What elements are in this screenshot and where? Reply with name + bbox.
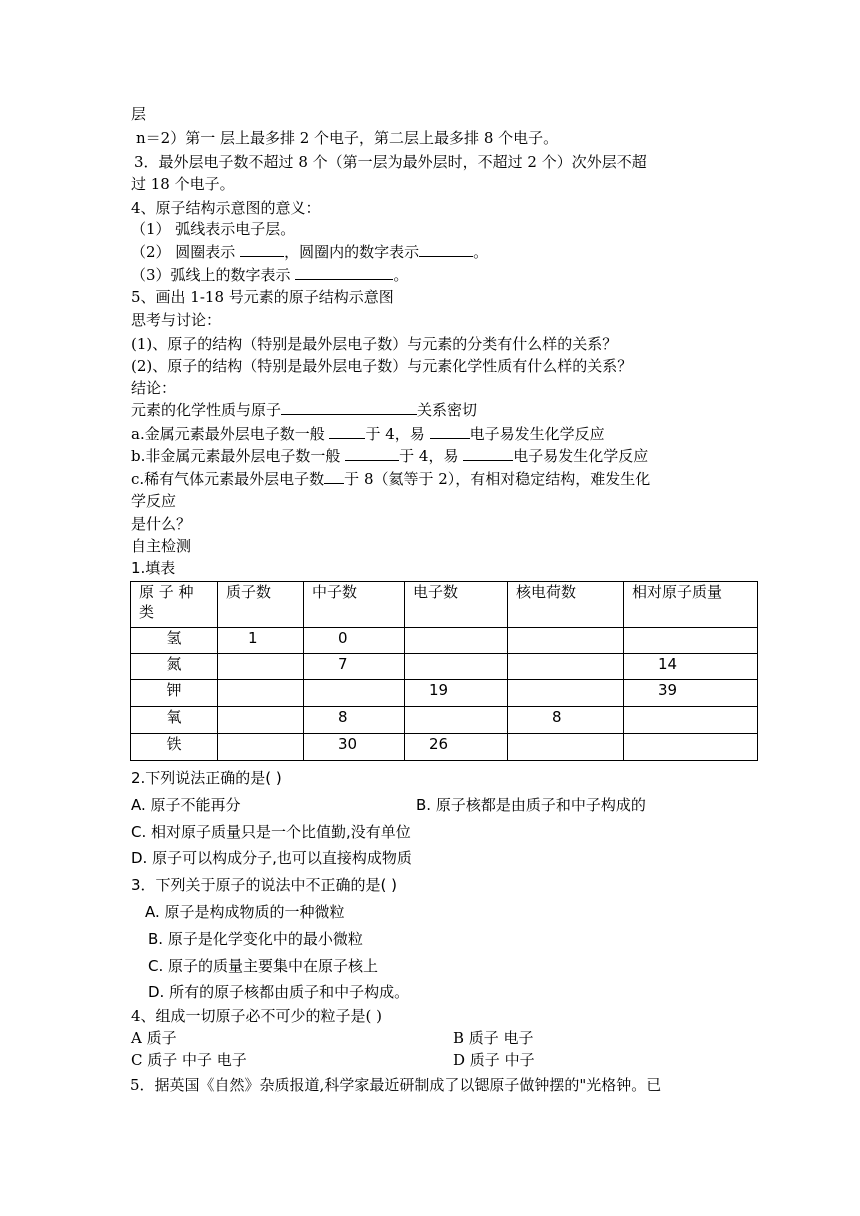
question-3-stem: 3．下列关于原子的说法中不正确的是( ): [131, 876, 398, 894]
question-3-option-b[interactable]: B. 原子是化学变化中的最小微粒: [148, 930, 363, 948]
table-cell[interactable]: [508, 734, 624, 761]
table-cell[interactable]: 0: [304, 628, 405, 654]
table-cell[interactable]: 8: [508, 707, 624, 734]
table-cell[interactable]: [624, 707, 758, 734]
blank-field[interactable]: [345, 446, 399, 461]
table-cell[interactable]: [218, 654, 304, 680]
blank-field[interactable]: [419, 242, 473, 257]
table-row: [131, 680, 758, 707]
question-3-option-c[interactable]: C. 原子的质量主要集中在原子核上: [148, 957, 379, 975]
blank-field[interactable]: [324, 469, 344, 484]
table-cell[interactable]: 8: [304, 707, 405, 734]
blank-field[interactable]: [240, 242, 284, 257]
question-2-option-c[interactable]: C. 相对原子质量只是一个比值勤,没有单位: [131, 823, 411, 841]
blank-field[interactable]: [295, 265, 393, 280]
text-line: 3．最外层电子数不超过 8 个（第一层为最外层时，不超过 2 个）次外层不超: [134, 153, 647, 171]
question-2-option-b[interactable]: B. 原子核都是由质子和中子构成的: [416, 796, 646, 814]
metal-line: a.金属元素最外层电子数一般 于 4，易 电子易发生化学反应: [131, 425, 605, 443]
table-cell[interactable]: [405, 628, 508, 654]
table-cell: 氢: [131, 628, 218, 654]
table-cell[interactable]: [624, 734, 758, 761]
text-line: (2)、原子的结构（特别是最外层电子数）与元素化学性质有什么样的关系？: [131, 357, 633, 375]
table-header: 电子数: [405, 582, 508, 628]
table-cell[interactable]: 1: [218, 628, 304, 654]
table-cell[interactable]: [218, 707, 304, 734]
table-header: 原 子 种 类: [131, 582, 218, 628]
table-cell[interactable]: [624, 628, 758, 654]
table-cell[interactable]: [218, 680, 304, 707]
text-line: 思考与讨论：: [131, 311, 222, 329]
question-4-option-d[interactable]: D 质子 中子: [453, 1051, 535, 1069]
table-cell: 钾: [131, 680, 218, 707]
table-cell[interactable]: [508, 654, 624, 680]
question-2-stem: 2.下列说法正确的是( ): [131, 769, 282, 787]
question-3-option-d[interactable]: D. 所有的原子核都由质子和中子构成。: [148, 983, 410, 1001]
table-row: [131, 628, 758, 654]
table-cell[interactable]: 19: [405, 680, 508, 707]
table-cell: 氮: [131, 654, 218, 680]
table-header-row: [131, 582, 758, 628]
question-4-option-c[interactable]: C 质子 中子 电子: [131, 1051, 247, 1069]
text-line: 1.填表: [131, 559, 176, 577]
question-4-option-b[interactable]: B 质子 电子: [453, 1029, 534, 1047]
question-5-stem: 5．据英国《自然》杂质报道,科学家最近研制成了以锶原子做钟摆的"光格钟。已: [130, 1076, 662, 1094]
section-title: 自主检测: [131, 537, 192, 555]
blank-field[interactable]: [281, 400, 417, 415]
question-2-option-d[interactable]: D. 原子可以构成分子,也可以直接构成物质: [131, 849, 412, 867]
table-cell[interactable]: 26: [405, 734, 508, 761]
text-line: 过 18 个电子。: [131, 175, 235, 193]
table-header: 质子数: [218, 582, 304, 628]
question-3-option-a[interactable]: A. 原子是构成物质的一种微粒: [145, 903, 345, 921]
text-line: 是什么？: [131, 515, 192, 533]
table-header: 相对原子质量: [624, 582, 758, 628]
table-row: [131, 734, 758, 761]
table-header: 中子数: [304, 582, 405, 628]
text-line: (1)、原子的结构（特别是最外层电子数）与元素的分类有什么样的关系？: [131, 335, 618, 353]
atom-table: [130, 581, 758, 761]
question-4-option-a[interactable]: A 质子: [131, 1029, 177, 1047]
text-line: 学反应: [131, 492, 177, 510]
table-cell[interactable]: [218, 734, 304, 761]
table-row: [131, 654, 758, 680]
table-row: [131, 707, 758, 734]
noble-gas-line: c.稀有气体元素最外层电子数 于 8（氦等于 2），有相对稳定结构，难发生化: [131, 470, 651, 488]
table-cell[interactable]: [405, 707, 508, 734]
nonmetal-line: b.非金属元素最外层电子数一般 于 4，易 电子易发生化学反应: [131, 447, 649, 465]
text-line: 层: [131, 105, 147, 123]
blank-field[interactable]: [463, 446, 513, 461]
text-line: 5、画出 1-18 号元素的原子结构示意图: [131, 288, 394, 306]
table-cell[interactable]: 39: [624, 680, 758, 707]
blank-field[interactable]: [329, 424, 365, 439]
question-4-stem: 4、组成一切原子必不可少的粒子是( ): [131, 1007, 383, 1025]
table-cell[interactable]: [508, 680, 624, 707]
table-header: 核电荷数: [508, 582, 624, 628]
text-line: （1） 弧线表示电子层。: [131, 220, 296, 238]
table-cell[interactable]: [405, 654, 508, 680]
table-cell[interactable]: 14: [624, 654, 758, 680]
fill-in-line-circle: （2） 圆圈表示 ，圆圈内的数字表示 。: [131, 243, 489, 261]
table-cell[interactable]: [304, 680, 405, 707]
blank-field[interactable]: [430, 424, 470, 439]
question-2-option-a[interactable]: A. 原子不能再分: [131, 796, 241, 814]
table-cell[interactable]: 30: [304, 734, 405, 761]
text-line: 结论：: [131, 379, 177, 397]
text-line: 4、原子结构示意图的意义：: [131, 199, 321, 217]
table-cell[interactable]: [508, 628, 624, 654]
table-cell: 铁: [131, 734, 218, 761]
text-line: n＝2）第一 层上最多排 2 个电子，第二层上最多排 8 个电子。: [136, 129, 559, 147]
table-cell[interactable]: 7: [304, 654, 405, 680]
fill-in-line-arc: （3）弧线上的数字表示 。: [131, 266, 409, 284]
table-cell: 氧: [131, 707, 218, 734]
conclusion-line: 元素的化学性质与原子 关系密切: [131, 401, 478, 419]
